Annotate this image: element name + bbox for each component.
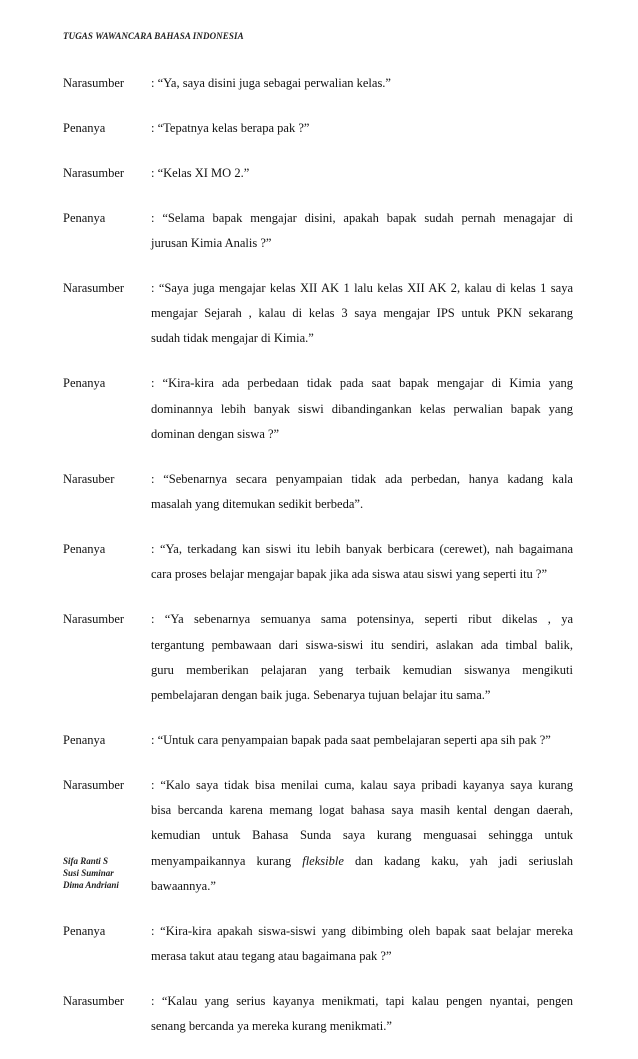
speaker-label: Narasumber (63, 612, 125, 627)
transcript-row (63, 467, 573, 518)
utterance-line: tergantung pembawaan dari siswa-siswi itu sendiri, aslakan ada timbal balik, (151, 637, 573, 652)
transcript-row (63, 607, 573, 708)
speaker-label: Penanya (63, 542, 106, 557)
speaker-label: Narasumber (63, 76, 125, 90)
utterance-line: menyampaikannya kurang fleksible dan kadang kaku, yah jadi seriuslah (151, 853, 573, 868)
utterance-line: : “Ya, terkadang kan siswi itu lebih banyak berbicara (cerewet), nah bagaimana (151, 542, 573, 557)
utterance-line: jurusan Kimia Analis ?” (151, 235, 272, 250)
utterance-line: cara proses belajar mengajar bapak jika ada siswa atau siswi yang seperti itu ?” (151, 567, 548, 582)
utterance-line: : “Untuk cara penyampaian bapak pada saat pembelajaran seperti apa sih pak ?” (151, 732, 551, 747)
utterance-line: : “Tepatnya kelas berapa pak ?” (151, 120, 310, 135)
speaker-label: Narasumber (63, 994, 125, 1009)
speaker-label: Narasumber (63, 777, 125, 792)
utterance-text (151, 371, 573, 447)
document-header: TUGAS WAWANCARA BAHASA INDONESIA (63, 31, 244, 41)
utterance-line: dominannya lebih banyak siswi dibandingankan kelas perwalian bapak yang (151, 401, 573, 416)
utterance-text (151, 467, 573, 518)
utterance-line: : “Kira-kira ada perbedaan tidak pada saat bapak mengajar di Kimia yang (151, 376, 573, 391)
utterance-line: : “Kalau yang serius kayanya menikmati, tapi kalau pengen nyantai, pengen (151, 994, 573, 1009)
transcript-row (63, 773, 573, 899)
utterance-line: bisa bercanda karena memang logat bahasa saya masih kental dengan daerah, (151, 803, 573, 818)
utterance-line: : “Kalo saya tidak bisa menilai cuma, kalau saya pribadi kayanya saya kurang (151, 777, 573, 792)
utterance-line: senang bercanda ya mereka kurang menikmati.” (151, 1019, 392, 1034)
utterance-line: pembelajaran dengan baik juga. Sebenarya tujuan belajar itu sama.” (151, 688, 491, 703)
utterance-text (151, 919, 573, 970)
transcript-row (63, 276, 573, 352)
utterance-text (151, 607, 573, 708)
utterance-text (151, 537, 573, 588)
utterance-line: : “Kelas XI MO 2.” (151, 165, 250, 180)
utterance-text (151, 773, 573, 899)
utterance-line: masalah yang ditemukan sedikit berbeda”. (151, 497, 364, 512)
utterance-text (151, 161, 573, 186)
utterance-line: guru memberikan pelajaran yang terbaik kemudian siswanya mengikuti (151, 662, 573, 677)
utterance-line: merasa takut atau tegang atau bagaimana pak ?” (151, 949, 392, 964)
utterance-text (151, 71, 573, 96)
transcript-row (63, 728, 573, 753)
speaker-label: Narasumber (63, 280, 125, 295)
speaker-label: Penanya (63, 120, 106, 135)
transcript-row (63, 919, 573, 970)
transcript-row (63, 161, 573, 186)
footer-authors (63, 855, 119, 891)
utterance-line: mengajar Sejarah , kalau di kelas 3 saya mengajar IPS untuk PKN sekarang (151, 306, 573, 321)
speaker-label: Penanya (63, 210, 106, 225)
transcript-row (63, 989, 573, 1040)
utterance-line: : “Sebenarnya secara penyampaian tidak ada perbedan, hanya kadang kala (151, 471, 573, 486)
speaker-label: Narasuber (63, 471, 115, 486)
utterance-text (151, 116, 573, 141)
utterance-line: : “Ya, saya disini juga sebagai perwalian kelas.” (151, 76, 391, 90)
utterance-line: kemudian untuk Bahasa Sunda saya kurang menguasai sehingga untuk (151, 828, 573, 843)
utterance-line: sudah tidak mengajar di Kimia.” (151, 331, 314, 346)
utterance-line: bawaannya.” (151, 879, 216, 894)
utterance-text (151, 276, 573, 352)
interview-transcript (63, 71, 573, 1059)
utterance-line: dominan dengan siswa ?” (151, 426, 280, 441)
author-name: Sifa Ranti S (63, 856, 109, 866)
speaker-label: Penanya (63, 923, 106, 938)
utterance-line: : “Selama bapak mengajar disini, apakah bapak sudah pernah menagajar di (151, 210, 573, 225)
transcript-row (63, 116, 573, 141)
italic-term: fleksible (302, 853, 344, 868)
utterance-text (151, 989, 573, 1040)
author-name: Susi Suminar (63, 868, 114, 878)
utterance-line: : “Ya sebenarnya semuanya sama potensinya, seperti ribut dikelas , ya (151, 612, 573, 627)
transcript-row (63, 206, 573, 257)
speaker-label: Penanya (63, 732, 106, 747)
utterance-line: : “Kira-kira apakah siswa-siswi yang dibimbing oleh bapak saat belajar mereka (151, 923, 573, 938)
transcript-row (63, 71, 573, 96)
transcript-row (63, 371, 573, 447)
transcript-row (63, 537, 573, 588)
utterance-text (151, 728, 573, 753)
speaker-label: Narasumber (63, 165, 125, 180)
author-name: Dima Andriani (63, 880, 119, 890)
speaker-label: Penanya (63, 376, 106, 391)
utterance-text (151, 206, 573, 257)
utterance-line: : “Saya juga mengajar kelas XII AK 1 lalu kelas XII AK 2, kalau di kelas 1 saya (151, 280, 573, 295)
